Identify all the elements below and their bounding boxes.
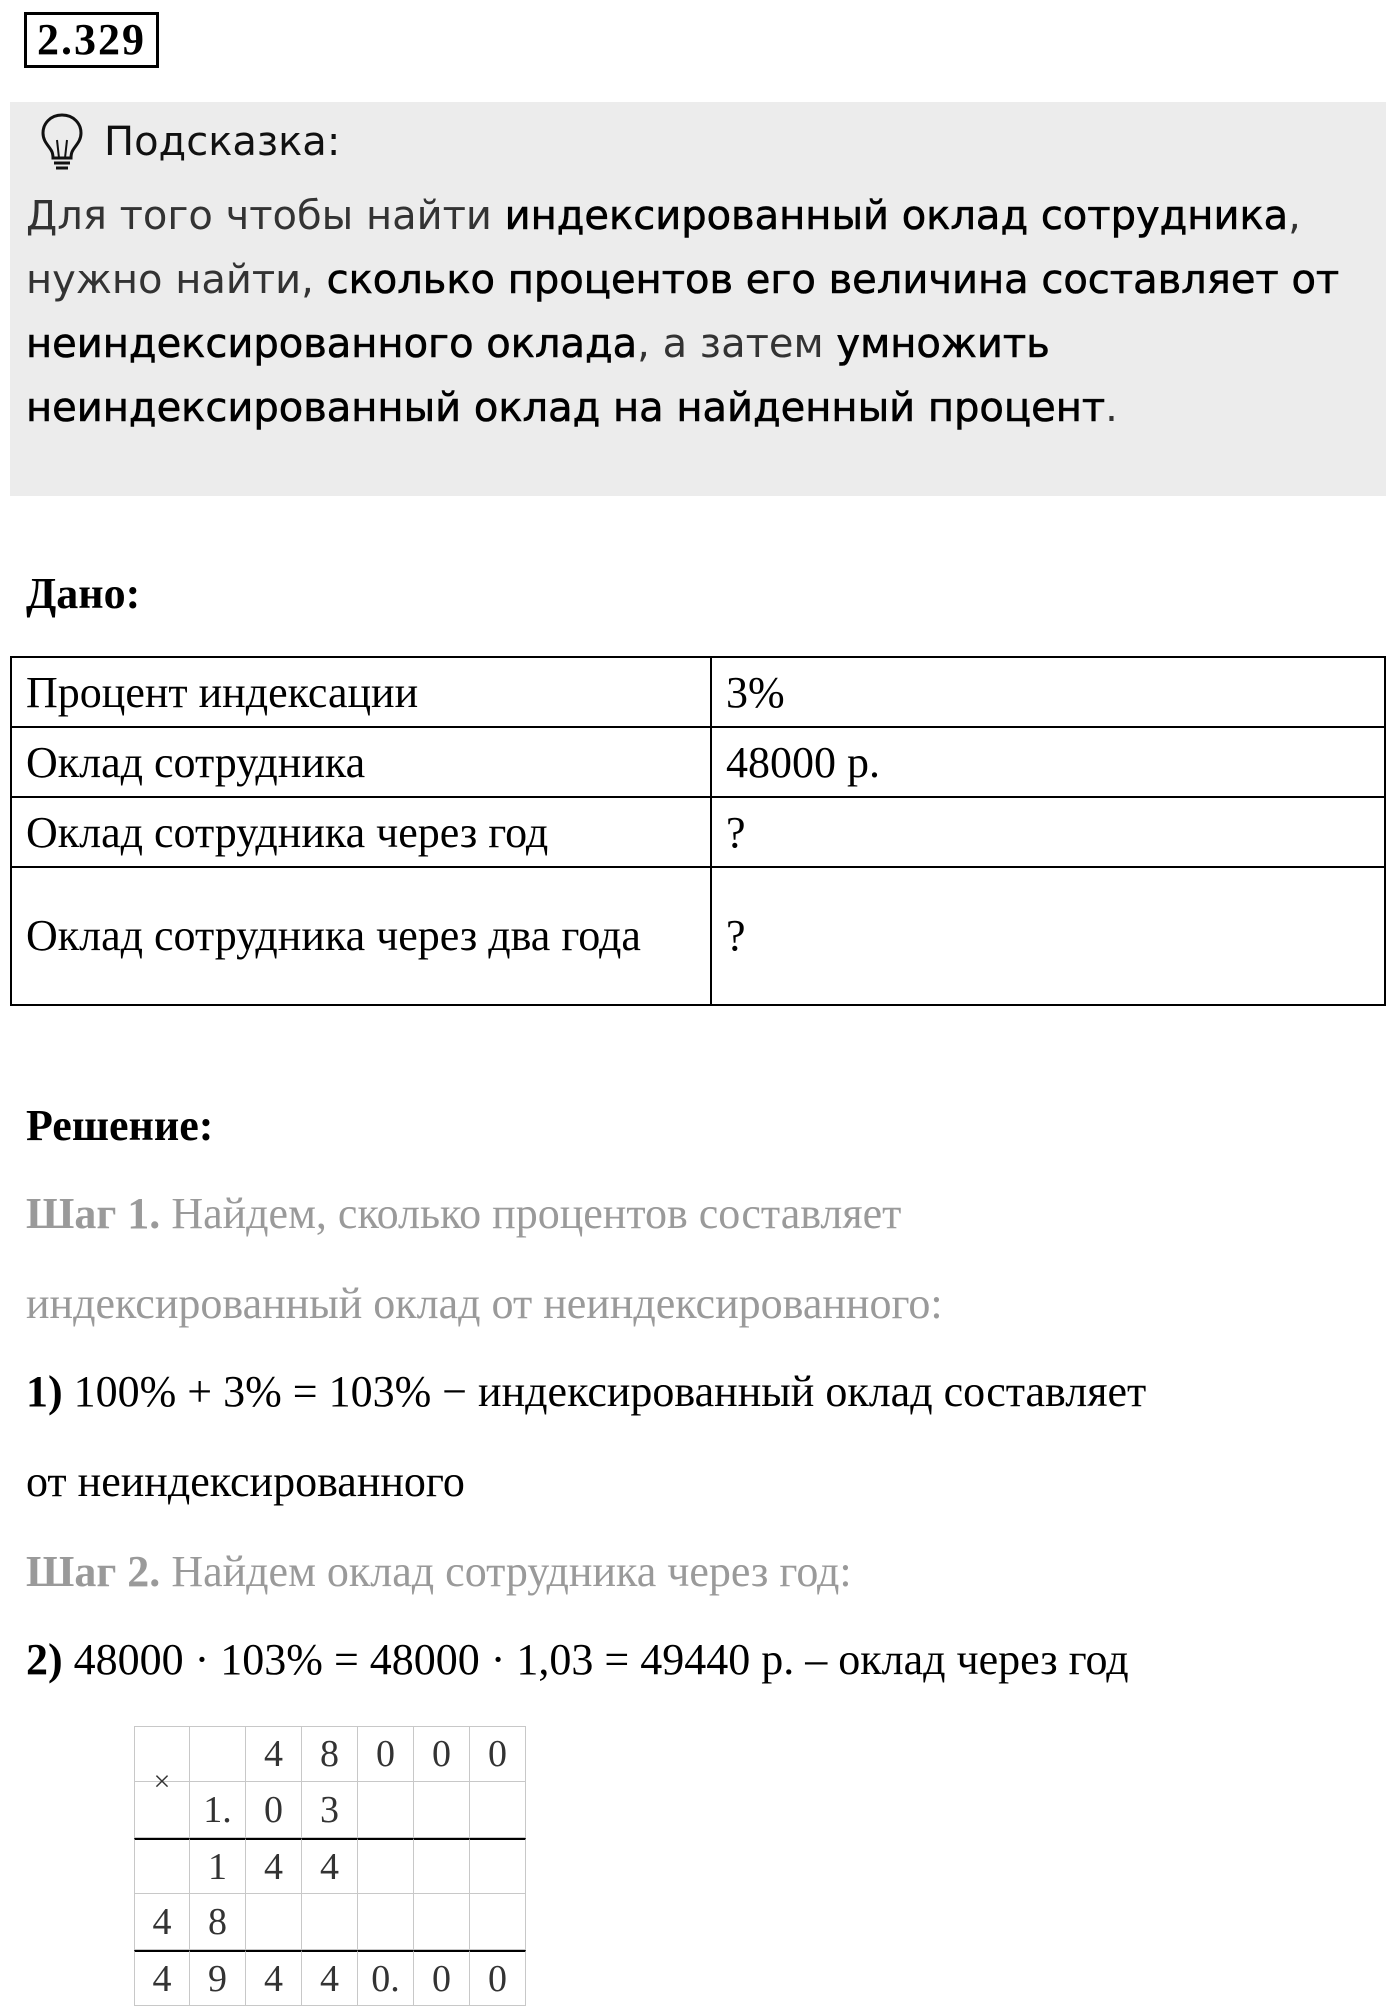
- grid-cell: [302, 1894, 358, 1950]
- grid-cell: 9: [190, 1950, 246, 2006]
- multiplication-grid: [134, 1726, 526, 2006]
- grid-cell: 0: [414, 1950, 470, 2006]
- step1-line-2: индексированный оклад от неиндексированного:: [26, 1279, 943, 1328]
- hint-text: [26, 184, 1376, 440]
- hint-emphasis: индексированный оклад сотрудника: [504, 193, 1289, 239]
- step1-text: Найдем, сколько процентов составляет: [160, 1189, 902, 1238]
- grid-cell: [470, 1894, 526, 1950]
- table-row: [11, 727, 1385, 797]
- item2-label: 2): [26, 1635, 63, 1684]
- grid-cell: 4: [302, 1950, 358, 2006]
- hint-emphasis: сколько процентов его величина составляет от неиндексированного оклада: [26, 257, 1340, 367]
- table-row: [11, 657, 1385, 727]
- table-row: [11, 867, 1385, 1005]
- hint-box: [10, 102, 1386, 496]
- item1-text: 100% + 3% = 103% − индексированный оклад составляет: [62, 1367, 1147, 1416]
- given-name-cell: Процент индексации: [11, 657, 711, 727]
- grid-cell: 4: [134, 1894, 190, 1950]
- given-name-cell: Оклад сотрудника через два года: [11, 867, 711, 1005]
- grid-cell: 4: [134, 1950, 190, 2006]
- step2-text: Найдем оклад сотрудника через год:: [160, 1547, 852, 1596]
- step2-label: Шаг 2.: [26, 1547, 161, 1596]
- lightbulb-icon: [40, 112, 84, 172]
- task-number: 2.329: [24, 12, 159, 68]
- grid-cell: 4: [246, 1838, 302, 1894]
- grid-cell: 1: [190, 1838, 246, 1894]
- given-name-cell: Оклад сотрудника: [11, 727, 711, 797]
- grid-cell: 4: [246, 1726, 302, 1782]
- grid-cell: [470, 1782, 526, 1838]
- grid-cell: 0: [470, 1726, 526, 1782]
- given-name-cell: Оклад сотрудника через год: [11, 797, 711, 867]
- multiply-sign: ×: [153, 1765, 171, 1798]
- hint-title: Подсказка:: [104, 119, 341, 165]
- grid-cell: 0: [246, 1782, 302, 1838]
- table-row: [11, 797, 1385, 867]
- hint-emphasis: умножить неиндексированный оклад на найденный процент: [26, 321, 1106, 431]
- given-value-cell: ?: [711, 867, 1385, 1005]
- hint-text-part: , нужно найти,: [26, 193, 1301, 303]
- item1-line: [26, 1366, 1146, 1417]
- grid-cell: [358, 1894, 414, 1950]
- item1-label: 1): [26, 1367, 63, 1416]
- grid-cell: 1.: [190, 1782, 246, 1838]
- grid-cell: 4: [302, 1838, 358, 1894]
- grid-cell: 0.: [358, 1950, 414, 2006]
- grid-cell: 0: [470, 1950, 526, 2006]
- given-value-cell: 3%: [711, 657, 1385, 727]
- grid-cell: 3: [302, 1782, 358, 1838]
- grid-cell: [414, 1782, 470, 1838]
- grid-cell: 0: [414, 1726, 470, 1782]
- given-value-cell: ?: [711, 797, 1385, 867]
- hint-text-part: .: [1105, 385, 1118, 431]
- given-value-cell: 48000 р.: [711, 727, 1385, 797]
- grid-cell: [414, 1838, 470, 1894]
- hint-header: [40, 112, 340, 172]
- grid-cell: [246, 1894, 302, 1950]
- grid-cell: [358, 1782, 414, 1838]
- given-table: [10, 656, 1386, 1006]
- grid-cell: [358, 1838, 414, 1894]
- item2-line: [26, 1634, 1129, 1685]
- step1-label: Шаг 1.: [26, 1189, 161, 1238]
- grid-cell: 4: [246, 1950, 302, 2006]
- grid-cell: [414, 1894, 470, 1950]
- grid-cell: 0: [358, 1726, 414, 1782]
- item2-text: 48000 · 103% = 48000 · 1,03 = 49440 р. – оклад через год: [62, 1635, 1129, 1684]
- grid-cell: 8: [302, 1726, 358, 1782]
- grid-cell: [470, 1838, 526, 1894]
- grid-cell: 8: [190, 1894, 246, 1950]
- item1-line-2: от неиндексированного: [26, 1457, 465, 1506]
- grid-cell: [134, 1838, 190, 1894]
- hint-text-part: , а затем: [637, 321, 837, 367]
- column-multiplication: [134, 1726, 526, 2006]
- solution-heading: Решение:: [26, 1101, 214, 1150]
- hint-text-part: Для того чтобы найти: [26, 193, 505, 239]
- step2-line: [26, 1546, 852, 1597]
- given-heading: Дано:: [26, 569, 141, 618]
- step1-line: [26, 1188, 901, 1239]
- grid-cell: [190, 1726, 246, 1782]
